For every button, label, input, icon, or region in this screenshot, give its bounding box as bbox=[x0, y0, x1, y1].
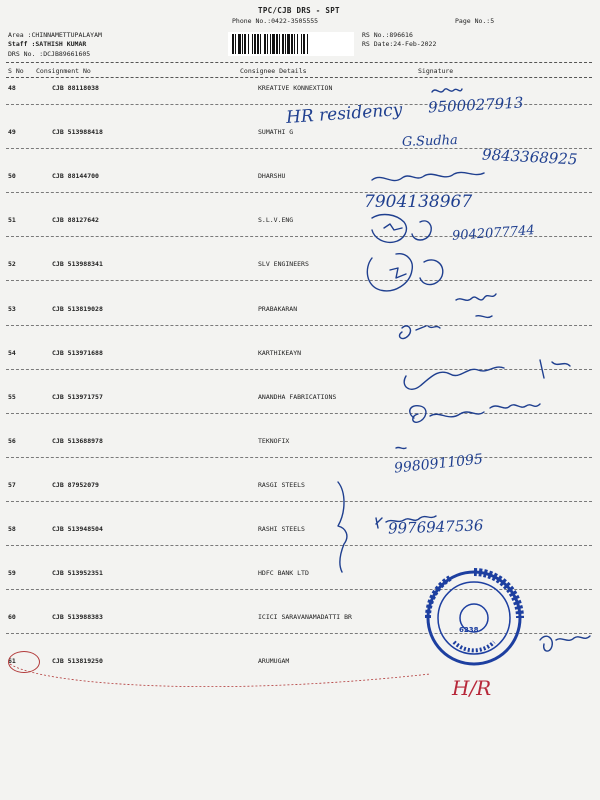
handwritten-phone-56: 9980911095 bbox=[393, 451, 484, 477]
col-header-signature: Signature bbox=[418, 67, 454, 75]
row-sno: 57 bbox=[8, 481, 16, 489]
row-consignee: SLV ENGINEERS bbox=[258, 260, 309, 268]
row-sno: 48 bbox=[8, 84, 16, 92]
row-sno: 59 bbox=[8, 569, 16, 577]
row-consignment-number: CJB 88118038 bbox=[52, 84, 99, 92]
row-sno: 49 bbox=[8, 128, 16, 136]
handwritten-phone-48: 9500027913 bbox=[427, 93, 524, 117]
row-consignee: KARTHIKEAYN bbox=[258, 349, 302, 357]
rs-date: RS Date:24-Feb-2022 bbox=[362, 40, 437, 48]
row-consignee: ARUMUGAM bbox=[258, 657, 290, 665]
row-consignee: TEKNOFIX bbox=[258, 437, 290, 445]
row-consignment-number: CJB 513988418 bbox=[52, 128, 103, 136]
row-consignee: SUMATHI G bbox=[258, 128, 294, 136]
row-sno: 61 bbox=[8, 657, 16, 665]
row-sno: 52 bbox=[8, 260, 16, 268]
row-consignee: HDFC BANK LTD bbox=[258, 569, 309, 577]
row-consignment-number: CJB 513819028 bbox=[52, 305, 103, 313]
row-consignee: RASGI STEELS bbox=[258, 481, 305, 489]
row-sno: 56 bbox=[8, 437, 16, 445]
row-consignee: PRABAKARAN bbox=[258, 305, 298, 313]
handwritten-hir: H/R bbox=[452, 676, 492, 700]
row-consignment-number: CJB 513988383 bbox=[52, 613, 103, 621]
row-consignment-number: CJB 513952351 bbox=[52, 569, 103, 577]
row-consignment-number: CJB 513971757 bbox=[52, 393, 103, 401]
page-number: Page No.:5 bbox=[455, 17, 495, 25]
row-consignment-number: CJB 513988341 bbox=[52, 260, 103, 268]
drs-number: DRS No. :DCJB89661605 bbox=[8, 50, 91, 58]
col-header-consignee: Consignee Details bbox=[240, 67, 307, 75]
row-consignment-number: CJB 513688978 bbox=[52, 437, 103, 445]
row-consignee: KREATIVE KONNEXTION bbox=[258, 84, 333, 92]
row-consignment-number: CJB 87952079 bbox=[52, 481, 99, 489]
handwritten-phone-50: 7904138967 bbox=[364, 192, 473, 212]
phone-number: Phone No.:0422-3505555 bbox=[232, 17, 319, 25]
stamp-number: 6238 bbox=[459, 626, 479, 634]
row-61-circle-mark bbox=[8, 651, 40, 673]
row-consignment-number: CJB 513948504 bbox=[52, 525, 103, 533]
row-consignment-number: CJB 513819250 bbox=[52, 657, 103, 665]
row-consignee: RASHI STEELS bbox=[258, 525, 305, 533]
sheet-title: TPC/CJB DRS - SPT bbox=[258, 6, 340, 15]
handwritten-g-sign: G.Sudha bbox=[401, 133, 459, 150]
row-sno: 51 bbox=[8, 216, 16, 224]
row-sno: 53 bbox=[8, 305, 16, 313]
row-sno: 54 bbox=[8, 349, 16, 357]
row-sno: 55 bbox=[8, 393, 16, 401]
handwritten-phone-49: 9843368925 bbox=[481, 145, 578, 169]
row-sno: 50 bbox=[8, 172, 16, 180]
row-consignment-number: CJB 513971688 bbox=[52, 349, 103, 357]
row-sno: 58 bbox=[8, 525, 16, 533]
col-header-consignment: Consignment No bbox=[36, 67, 91, 75]
handwritten-phone-51: 9042077744 bbox=[451, 223, 536, 244]
row-consignee: S.L.V.ENG bbox=[258, 216, 294, 224]
handwritten-hr-residency: HR residency bbox=[285, 99, 403, 129]
company-stamp bbox=[424, 568, 524, 668]
rs-number: RS No.:896616 bbox=[362, 31, 413, 39]
staff-label: Staff :SATHISH KUMAR bbox=[8, 40, 87, 48]
row-consignment-number: CJB 88144700 bbox=[52, 172, 99, 180]
handwritten-phone-58: 9976947536 bbox=[387, 516, 484, 538]
row-consignee: ICICI SARAVANAMADATTI BR bbox=[258, 613, 352, 621]
row-sno: 60 bbox=[8, 613, 16, 621]
area-label: Area :CHINNAMETTUPALAYAM bbox=[8, 31, 102, 39]
col-header-sno: S No bbox=[8, 67, 24, 75]
row-consignee: ANANDHA FABRICATIONS bbox=[258, 393, 337, 401]
row-consignment-number: CJB 88127642 bbox=[52, 216, 99, 224]
row-consignee: DHARSHU bbox=[258, 172, 286, 180]
